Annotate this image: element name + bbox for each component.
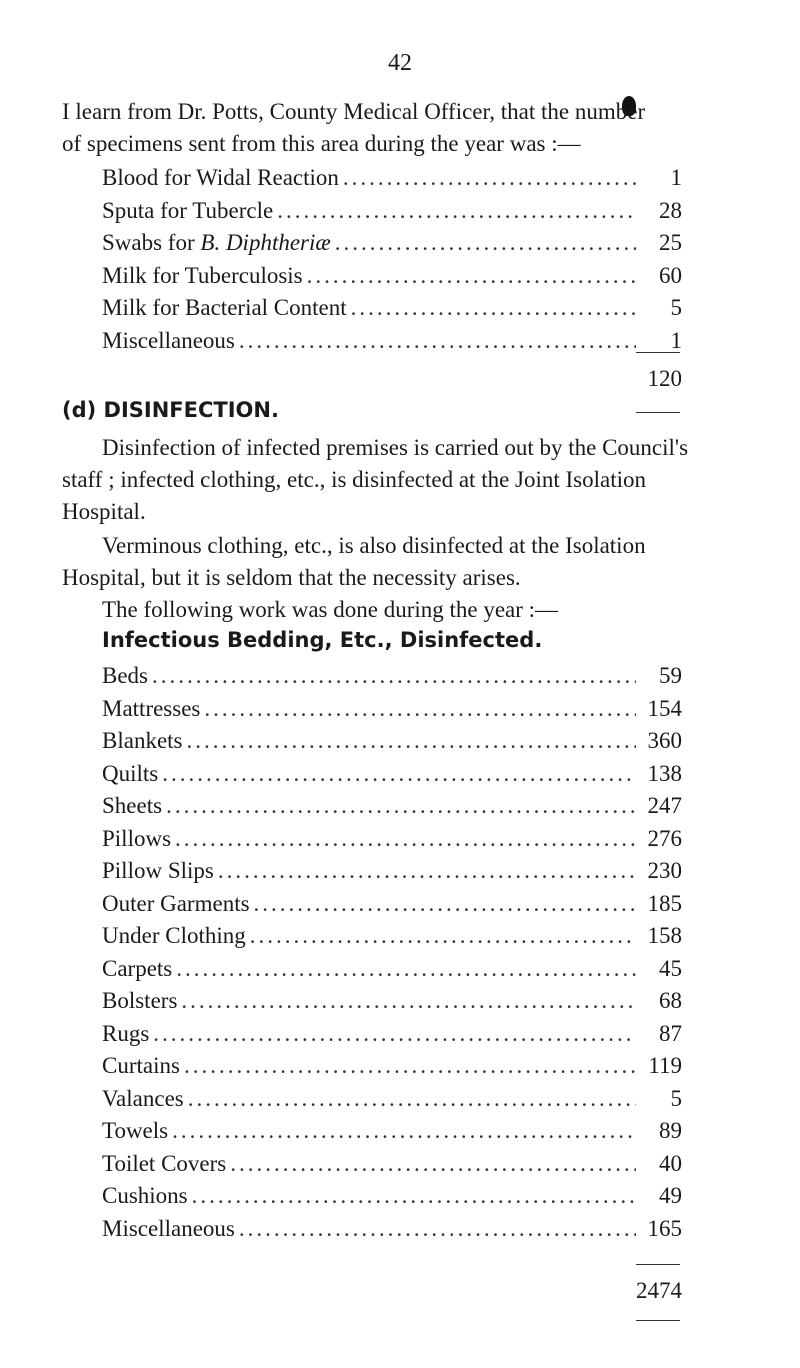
item-label: Blood for Widal Reaction <box>102 165 339 190</box>
para2-line-1: Verminous clothing, etc., is also disinfected at the Isolation <box>102 533 646 558</box>
item-value: 119 <box>648 1053 682 1078</box>
list-item <box>102 1180 682 1213</box>
list-item <box>102 1083 682 1116</box>
bedding-total: 2474 <box>636 1278 682 1303</box>
item-label: Under Clothing <box>102 923 246 948</box>
item-label: Milk for Bacterial Content <box>102 295 347 320</box>
list-item <box>102 292 682 325</box>
list-item <box>102 227 682 260</box>
list-item <box>102 195 682 228</box>
item-label: Cushions <box>102 1183 188 1208</box>
item-value: 247 <box>647 793 682 818</box>
list-item <box>102 660 682 693</box>
list-item <box>102 260 682 293</box>
item-value: 28 <box>659 197 682 223</box>
disinfection-paragraph-1 <box>62 432 772 528</box>
item-label <box>102 227 331 260</box>
item-label: Milk for Tuberculosis <box>102 262 303 288</box>
intro-paragraph <box>62 96 772 160</box>
item-value: 87 <box>659 1020 682 1046</box>
item-label: Quilts <box>102 760 159 786</box>
total-rule <box>636 352 680 353</box>
para1-line-1: Disinfection of infected premises is carried out by the Council's <box>102 435 689 460</box>
item-value: 68 <box>659 988 682 1013</box>
item-label: Curtains <box>102 1053 180 1078</box>
list-item <box>102 758 682 791</box>
item-value: 59 <box>659 663 682 688</box>
para3-line: The following work was done during the year :— <box>102 597 559 622</box>
item-label: Bolsters <box>102 988 178 1013</box>
specimens-total: 120 <box>647 366 682 391</box>
list-item <box>102 953 682 986</box>
item-value: 5 <box>670 295 682 320</box>
list-item <box>102 790 682 823</box>
item-label: Valances <box>102 1085 184 1111</box>
list-item <box>102 1050 682 1083</box>
item-value: 165 <box>647 1215 682 1241</box>
list-item <box>102 1018 682 1051</box>
item-value: 45 <box>659 955 682 981</box>
item-label-italic: B. Diphtheriæ <box>200 230 331 255</box>
specimens-list <box>102 162 682 357</box>
item-label: Pillow Slips <box>102 858 214 883</box>
total-underline <box>636 412 680 413</box>
item-value: 138 <box>647 760 682 786</box>
total-underline <box>636 1320 680 1321</box>
item-value: 154 <box>647 695 682 721</box>
item-label: Miscellaneous <box>102 1215 235 1241</box>
item-value: 25 <box>659 230 682 255</box>
item-label: Pillows <box>102 825 172 851</box>
item-value: 230 <box>647 858 682 883</box>
item-label-prefix: Swabs for <box>102 230 201 255</box>
disinfection-paragraph-2 <box>62 530 772 594</box>
para1-line-2: staff ; infected clothing, etc., is disinfected at the Joint Isolation <box>62 467 647 492</box>
section-heading: (d) DISINFECTION. <box>62 398 279 422</box>
item-label: Miscellaneous <box>102 327 235 353</box>
item-value: 60 <box>659 262 682 288</box>
list-item <box>102 888 682 921</box>
list-item <box>102 693 682 726</box>
list-item <box>102 920 682 953</box>
para2-line-2: Hospital, but it is seldom that the necessity arises. <box>62 565 521 590</box>
list-item <box>102 325 682 358</box>
item-label: Mattresses <box>102 695 201 721</box>
list-item <box>102 855 682 888</box>
list-item <box>102 1148 682 1181</box>
item-label: Sheets <box>102 793 163 818</box>
bedding-subheading: Infectious Bedding, Etc., Disinfected. <box>102 628 543 652</box>
bedding-list <box>102 660 682 1245</box>
item-value: 1 <box>670 327 682 353</box>
item-label: Beds <box>102 663 148 688</box>
item-value: 158 <box>647 923 682 948</box>
item-value: 276 <box>647 825 682 851</box>
item-value: 360 <box>647 728 682 753</box>
intro-line-2: of specimens sent from this area during the year was :— <box>62 131 581 156</box>
list-item <box>102 725 682 758</box>
item-value: 5 <box>670 1085 682 1111</box>
item-label: Outer Garments <box>102 890 250 916</box>
item-value: 40 <box>659 1150 682 1176</box>
total-rule <box>636 1264 680 1265</box>
item-value: 185 <box>647 890 682 916</box>
item-value: 1 <box>670 165 682 190</box>
list-item <box>102 985 682 1018</box>
item-label: Carpets <box>102 955 173 981</box>
list-item <box>102 1213 682 1246</box>
para1-line-3: Hospital. <box>62 499 146 524</box>
item-label: Towels <box>102 1118 169 1143</box>
list-item <box>102 162 682 195</box>
item-value: 89 <box>659 1118 682 1143</box>
item-label: Sputa for Tubercle <box>102 197 274 223</box>
item-label: Blankets <box>102 728 183 753</box>
intro-line-1: I learn from Dr. Potts, County Medical Officer, that the number <box>62 99 646 124</box>
list-item <box>102 823 682 856</box>
item-label: Toilet Covers <box>102 1150 227 1176</box>
page-number: 42 <box>388 50 412 76</box>
item-label: Rugs <box>102 1020 150 1046</box>
disinfection-paragraph-3 <box>62 594 772 626</box>
list-item <box>102 1115 682 1148</box>
item-value: 49 <box>659 1183 682 1208</box>
